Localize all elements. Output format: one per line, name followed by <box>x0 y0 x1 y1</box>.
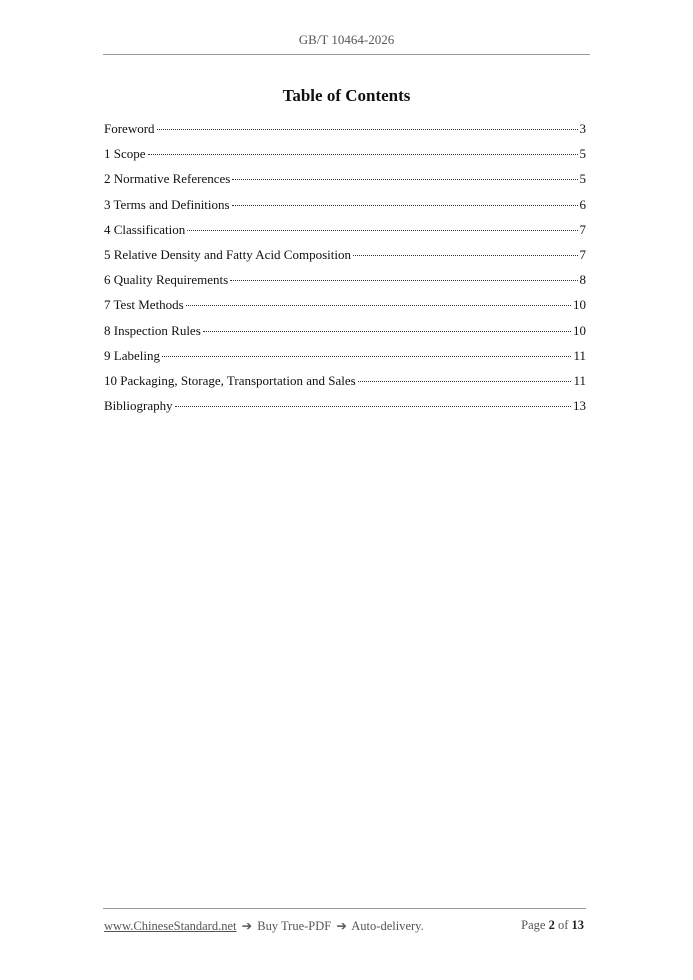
dot-leader <box>162 356 572 357</box>
toc-entry-label: Foreword <box>104 121 155 136</box>
current-page-number: 2 <box>548 918 555 932</box>
dot-leader <box>230 280 577 281</box>
header-divider <box>103 54 590 55</box>
toc-entry-label: 3 Terms and Definitions <box>104 196 230 212</box>
site-link[interactable]: www.ChineseStandard.net <box>104 919 237 933</box>
arrow-right-icon: ➔ <box>241 919 253 933</box>
total-pages-number: 13 <box>571 918 584 932</box>
toc-entry-normative-references[interactable] <box>104 171 586 196</box>
footer-promo <box>104 918 424 934</box>
toc-entry-label: 8 Inspection Rules <box>104 322 201 338</box>
toc-entry-quality-requirements[interactable] <box>104 272 586 297</box>
dot-leader <box>232 205 578 206</box>
toc-entry-bibliography[interactable] <box>104 398 586 423</box>
toc-entry-page: 6 <box>579 196 586 212</box>
toc-entry-label: 10 Packaging, Storage, Transportation and Sales <box>104 372 356 388</box>
toc-entry-page: 11 <box>573 372 586 388</box>
footer-divider <box>103 908 586 909</box>
toc-entry-relative-density[interactable] <box>104 247 586 272</box>
toc-entry-label: 7 Test Methods <box>104 297 184 313</box>
toc-entry-label: 1 Scope <box>104 146 146 162</box>
toc-entry-label: 2 Normative References <box>104 171 231 187</box>
auto-delivery-text: Auto-delivery. <box>351 919 424 933</box>
table-of-contents <box>104 121 586 423</box>
toc-entry-label: 4 Classification <box>104 221 186 237</box>
page-word: Page <box>521 918 546 932</box>
of-word: of <box>557 918 569 932</box>
toc-entry-packaging-storage[interactable] <box>104 373 586 398</box>
dot-leader <box>232 179 577 180</box>
toc-entry-label: 5 Relative Density and Fatty Acid Composition <box>104 246 351 262</box>
toc-entry-classification[interactable] <box>104 222 586 247</box>
page-indicator <box>521 918 584 933</box>
toc-entry-label: Bibliography <box>104 398 173 414</box>
toc-entry-page: 10 <box>573 322 586 338</box>
dot-leader <box>157 129 578 130</box>
dot-leader <box>187 230 577 231</box>
dot-leader <box>203 331 571 332</box>
toc-entry-page: 3 <box>579 121 586 136</box>
toc-entry-page: 8 <box>579 272 586 288</box>
toc-entry-test-methods[interactable] <box>104 297 586 322</box>
toc-title: Table of Contents <box>282 86 411 105</box>
toc-entry-page: 5 <box>579 146 586 162</box>
toc-entry-terms-and-definitions[interactable] <box>104 197 586 222</box>
dot-leader <box>353 255 578 256</box>
dot-leader <box>358 381 572 382</box>
buy-true-pdf-text: Buy True-PDF <box>257 919 332 933</box>
toc-entry-inspection-rules[interactable] <box>104 323 586 348</box>
toc-entry-page: 5 <box>579 171 586 187</box>
toc-entry-page: 13 <box>573 398 586 414</box>
standard-code-header: GB/T 10464-2026 <box>298 32 395 47</box>
toc-entry-page: 10 <box>573 297 586 313</box>
toc-entry-label: 9 Labeling <box>104 347 160 363</box>
toc-entry-page: 7 <box>579 221 586 237</box>
dot-leader <box>186 305 571 306</box>
toc-entry-foreword[interactable] <box>104 121 586 146</box>
dot-leader <box>175 406 571 407</box>
toc-entry-labeling[interactable] <box>104 348 586 373</box>
dot-leader <box>148 154 578 155</box>
toc-entry-scope[interactable] <box>104 146 586 171</box>
arrow-right-icon: ➔ <box>336 919 347 933</box>
toc-entry-page: 7 <box>579 246 586 262</box>
toc-entry-page: 11 <box>573 347 586 363</box>
toc-entry-label: 6 Quality Requirements <box>104 272 229 288</box>
